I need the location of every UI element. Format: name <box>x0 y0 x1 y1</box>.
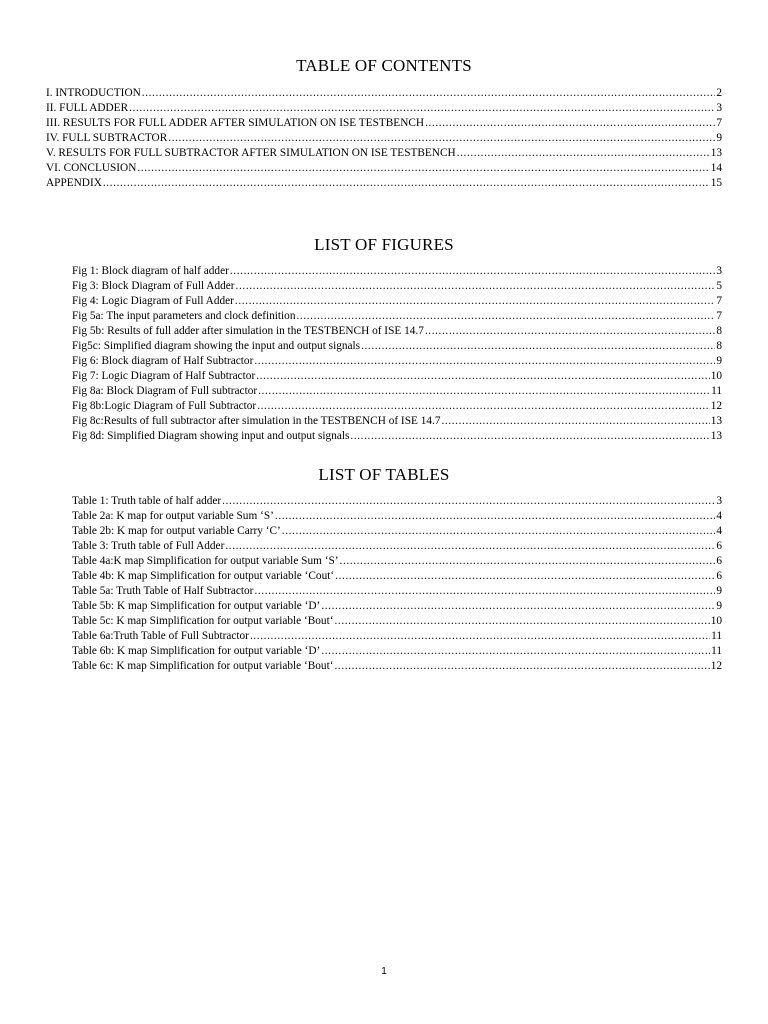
table-entry-page: 6 <box>716 570 722 582</box>
toc-list <box>46 86 722 191</box>
toc-entry[interactable] <box>46 146 722 161</box>
toc-entry-title: V. RESULTS FOR FULL SUBTRACTOR AFTER SIMULATION ON ISE TESTBENCH <box>46 147 456 159</box>
dot-leader <box>335 569 715 584</box>
table-entry-page: 12 <box>710 660 722 672</box>
figure-entry-title: Fig 8b:Logic Diagram of Full Subtractor <box>72 400 257 412</box>
toc-entry-title: I. INTRODUCTION <box>46 87 141 99</box>
figure-entry-title: Fig 8a: Block Diagram of Full subtractor <box>72 385 258 397</box>
dot-leader <box>230 264 715 279</box>
table-entry-page: 9 <box>716 585 722 597</box>
figure-entry-page: 12 <box>710 400 722 412</box>
table-entry[interactable] <box>72 569 722 584</box>
dot-leader <box>321 599 715 614</box>
figure-entry[interactable] <box>72 294 722 309</box>
table-entry-page: 11 <box>711 645 722 657</box>
dot-leader <box>222 494 715 509</box>
figure-entry[interactable] <box>72 264 722 279</box>
table-entry[interactable] <box>72 509 722 524</box>
table-entry-page: 4 <box>716 510 722 522</box>
table-entry-page: 4 <box>716 525 722 537</box>
dot-leader <box>256 369 709 384</box>
dot-leader <box>168 131 715 146</box>
table-entry-title: Table 6b: K map Simplification for output variable ‘D’ <box>72 645 321 657</box>
table-entry[interactable] <box>72 629 722 644</box>
table-entry-title: Table 6a:Truth Table of Full Subtractor <box>72 630 249 642</box>
table-entry-title: Table 6c: K map Simplification for output variable ‘Bout‘ <box>72 660 334 672</box>
toc-entry-page: 7 <box>716 117 722 129</box>
figure-entry-title: Fig 7: Logic Diagram of Half Subtractor <box>72 370 256 382</box>
dot-leader <box>282 524 716 539</box>
figure-entry[interactable] <box>72 339 722 354</box>
table-entry-title: Table 3: Truth table of Full Adder <box>72 540 225 552</box>
dot-leader <box>250 629 710 644</box>
figure-entry[interactable] <box>72 369 722 384</box>
toc-entry[interactable] <box>46 101 722 116</box>
table-entry[interactable] <box>72 659 722 674</box>
table-entry-title: Table 5b: K map Simplification for output variable ‘D’ <box>72 600 321 612</box>
toc-entry[interactable] <box>46 131 722 146</box>
table-entry-page: 3 <box>716 495 722 507</box>
dot-leader <box>236 279 716 294</box>
figure-entry-title: Fig 4: Logic Diagram of Full Adder <box>72 295 234 307</box>
table-entry-page: 6 <box>716 555 722 567</box>
table-entry-page: 10 <box>710 615 722 627</box>
figures-list <box>72 264 722 444</box>
dot-leader <box>275 509 715 524</box>
table-entry[interactable] <box>72 644 722 659</box>
toc-entry-page: 3 <box>716 102 722 114</box>
table-entry-title: Table 4b: K map Simplification for output variable ‘Cout‘ <box>72 570 335 582</box>
dot-leader <box>235 294 715 309</box>
tables-list <box>72 494 722 674</box>
dot-leader <box>425 324 716 339</box>
figure-entry-title: Fig 8d: Simplified Diagram showing input and output signals <box>72 430 350 442</box>
figure-entry-title: Fig5c: Simplified diagram showing the input and output signals <box>72 340 361 352</box>
table-entry-page: 6 <box>716 540 722 552</box>
toc-entry-title: VI. CONCLUSION <box>46 162 137 174</box>
dot-leader <box>350 429 709 444</box>
dot-leader <box>254 354 715 369</box>
figure-entry[interactable] <box>72 429 722 444</box>
figure-entry-page: 5 <box>716 280 722 292</box>
dot-leader <box>296 309 715 324</box>
figure-entry-page: 8 <box>716 340 722 352</box>
dot-leader <box>425 116 715 131</box>
toc-entry-title: IV. FULL SUBTRACTOR <box>46 132 168 144</box>
dot-leader <box>137 161 709 176</box>
figure-entry-title: Fig 3: Block Diagram of Full Adder <box>72 280 235 292</box>
figure-entry[interactable] <box>72 309 722 324</box>
table-entry[interactable] <box>72 524 722 539</box>
figure-entry[interactable] <box>72 279 722 294</box>
table-entry-title: Table 2b: K map for output variable Carry ‘C’ <box>72 525 281 537</box>
toc-entry-page: 14 <box>710 162 722 174</box>
toc-entry[interactable] <box>46 176 722 191</box>
toc-entry[interactable] <box>46 116 722 131</box>
toc-entry-title: APPENDIX <box>46 177 102 189</box>
dot-leader <box>457 146 710 161</box>
toc-entry-page: 9 <box>716 132 722 144</box>
dot-leader <box>258 384 710 399</box>
dot-leader <box>103 176 710 191</box>
toc-entry[interactable] <box>46 161 722 176</box>
figure-entry-page: 8 <box>716 325 722 337</box>
dot-leader <box>334 614 709 629</box>
dot-leader <box>225 539 715 554</box>
table-entry-title: Table 2a: K map for output variable Sum ‘S’ <box>72 510 274 522</box>
table-entry[interactable] <box>72 584 722 599</box>
toc-entry-page: 13 <box>710 147 722 159</box>
figure-entry[interactable] <box>72 399 722 414</box>
toc-heading: TABLE OF CONTENTS <box>296 56 472 75</box>
figure-entry-title: Fig 1: Block diagram of half adder <box>72 265 229 277</box>
table-entry[interactable] <box>72 614 722 629</box>
dot-leader <box>257 399 710 414</box>
figure-entry-page: 13 <box>710 415 722 427</box>
figure-entry[interactable] <box>72 414 722 429</box>
figure-entry-title: Fig 6: Block diagram of Half Subtractor <box>72 355 254 367</box>
table-entry-title: Table 5a: Truth Table of Half Subtractor <box>72 585 254 597</box>
figures-heading: LIST OF FIGURES <box>314 235 454 254</box>
table-entry[interactable] <box>72 494 722 509</box>
dot-leader <box>129 101 715 116</box>
figure-entry[interactable] <box>72 384 722 399</box>
dot-leader <box>361 339 715 354</box>
figure-entry-page: 10 <box>710 370 722 382</box>
table-entry[interactable] <box>72 554 722 569</box>
table-entry[interactable] <box>72 599 722 614</box>
toc-entry-page: 2 <box>716 87 722 99</box>
figure-entry-page: 7 <box>716 310 722 322</box>
toc-entry-title: III. RESULTS FOR FULL ADDER AFTER SIMULATION ON ISE TESTBENCH <box>46 117 425 129</box>
figure-entry-title: Fig 5a: The input parameters and clock definition <box>72 310 296 322</box>
tables-heading: LIST OF TABLES <box>318 465 450 484</box>
page-number: 1 <box>381 966 387 977</box>
figure-entry[interactable] <box>72 324 722 339</box>
figure-entry-page: 7 <box>716 295 722 307</box>
figure-entry-title: Fig 8c:Results of full subtractor after simulation in the TESTBENCH of ISE 14.7 <box>72 415 441 427</box>
table-entry-page: 9 <box>716 600 722 612</box>
table-entry-title: Table 1: Truth table of half adder <box>72 495 222 507</box>
table-entry-title: Table 4a:K map Simplification for output variable Sum ‘S’ <box>72 555 339 567</box>
toc-entry[interactable] <box>46 86 722 101</box>
figure-entry-title: Fig 5b: Results of full adder after simulation in the TESTBENCH of ISE 14.7 <box>72 325 424 337</box>
table-entry-title: Table 5c: K map Simplification for output variable ‘Bout‘ <box>72 615 334 627</box>
figure-entry-page: 13 <box>710 430 722 442</box>
dot-leader <box>334 659 709 674</box>
figure-entry-page: 9 <box>716 355 722 367</box>
table-entry[interactable] <box>72 539 722 554</box>
dot-leader <box>321 644 710 659</box>
dot-leader <box>254 584 715 599</box>
toc-entry-title: II. FULL ADDER <box>46 102 129 114</box>
toc-entry-page: 15 <box>710 177 722 189</box>
figure-entry-page: 11 <box>711 385 722 397</box>
dot-leader <box>340 554 716 569</box>
figure-entry-page: 3 <box>716 265 722 277</box>
table-entry-page: 11 <box>711 630 722 642</box>
dot-leader <box>441 414 709 429</box>
figure-entry[interactable] <box>72 354 722 369</box>
dot-leader <box>142 86 716 101</box>
